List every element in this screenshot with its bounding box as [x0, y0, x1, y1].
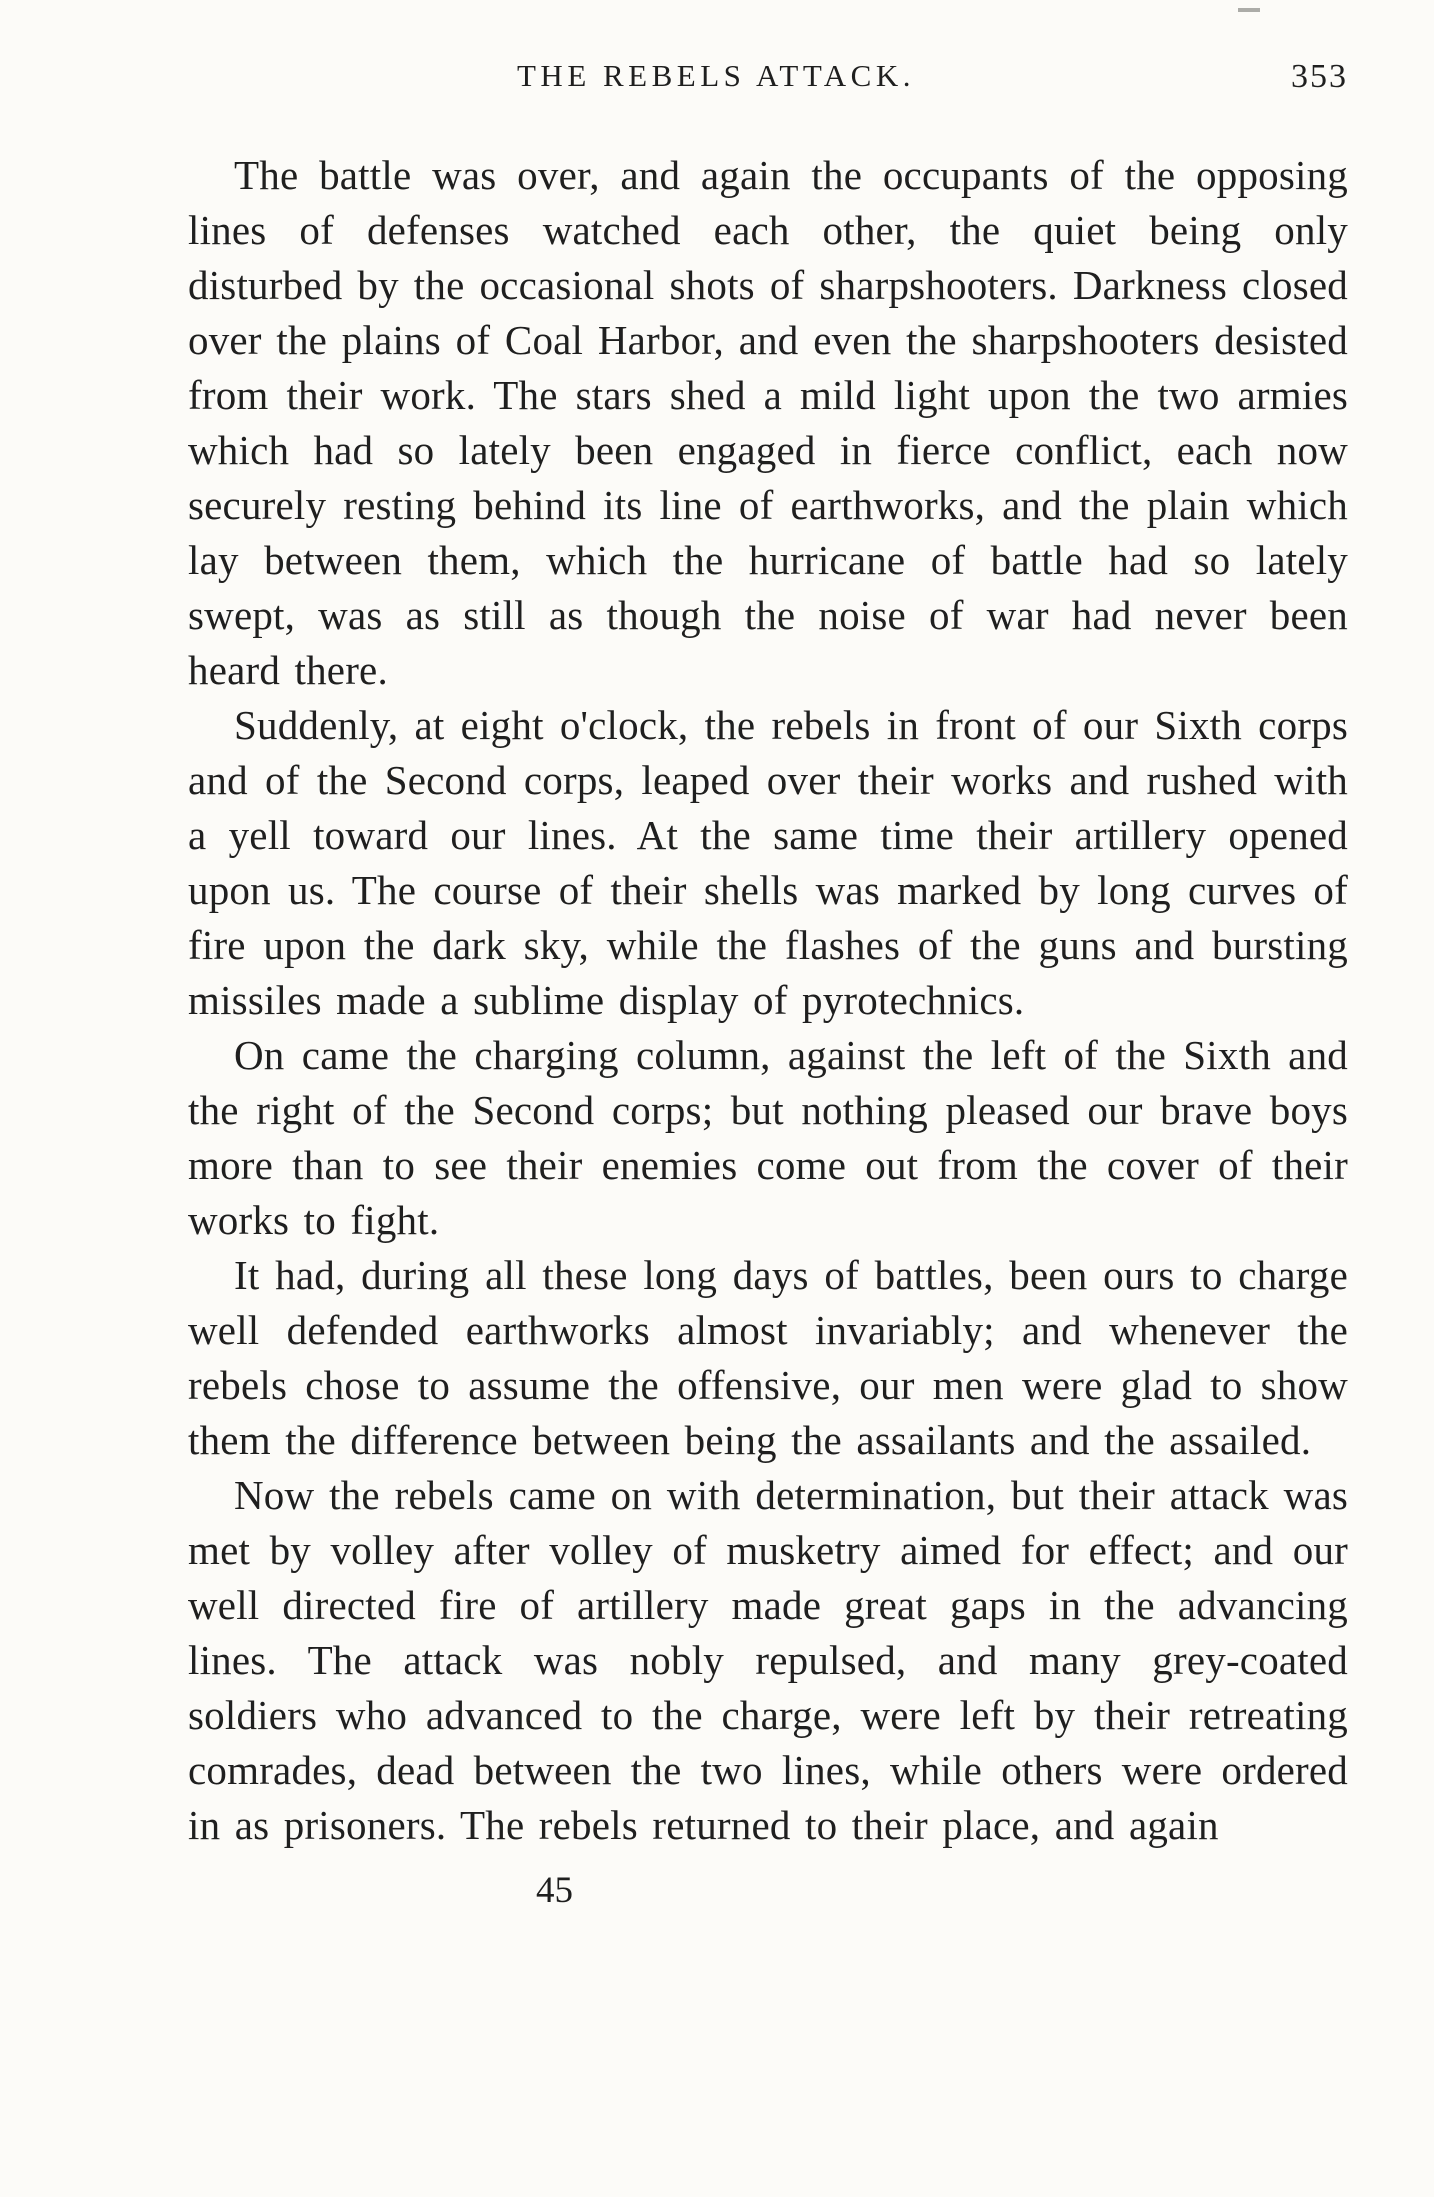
- paragraph-4: It had, during all these long days of battles, been ours to charge well defended earthworks almost invariably; and whenever the rebels chose to assume the offensive, our men were glad to show them the difference between being the assailants and the assailed.: [188, 1252, 1348, 1463]
- paragraph-1: The battle was over, and again the occupants of the opposing lines of defenses watched each other, the quiet being only disturbed by the occasional shots of sharpshooters. Darkness closed over the plains of Coal Harbor, and even the sharpshooters desisted from their work. The stars shed a mild light upon the two armies which had so lately been engaged in fierce conflict, each now securely resting behind its line of earthworks, and the plain which lay between them, which the hurricane of battle had so lately swept, was as still as though the noise of war had never been heard there.: [188, 152, 1348, 693]
- scan-artifact-mark: [1238, 8, 1260, 12]
- body-text: [188, 148, 1348, 1853]
- page-header: [188, 58, 1348, 102]
- page-number-top: 353: [1291, 58, 1348, 95]
- paragraph-2: Suddenly, at eight o'clock, the rebels in front of our Sixth corps and of the Second corps, leaped over their works and rushed with a yell toward our lines. At the same time their artillery opened upon us. The course of their shells was marked by long curves of fire upon the dark sky, while the flashes of the guns and bursting missiles made a sublime display of pyrotechnics.: [188, 702, 1348, 1023]
- paragraph-3: On came the charging column, against the left of the Sixth and the right of the Second corps; but nothing pleased our brave boys more than to see their enemies come out from the cover of their works to fight.: [188, 1032, 1348, 1243]
- signature-number: 45: [536, 1870, 573, 1911]
- page-footer: [188, 1869, 1348, 1912]
- running-title: THE REBELS ATTACK.: [517, 58, 915, 93]
- paragraph-5: Now the rebels came on with determination, but their attack was met by volley after volley of musketry aimed for effect; and our well directed fire of artillery made great gaps in the advancing lines. The attack was nobly repulsed, and many grey-coated soldiers who advanced to the charge, were left by their retreating comrades, dead between the two lines, while others were ordered in as prisoners. The rebels returned to their place, and again: [188, 1472, 1348, 1848]
